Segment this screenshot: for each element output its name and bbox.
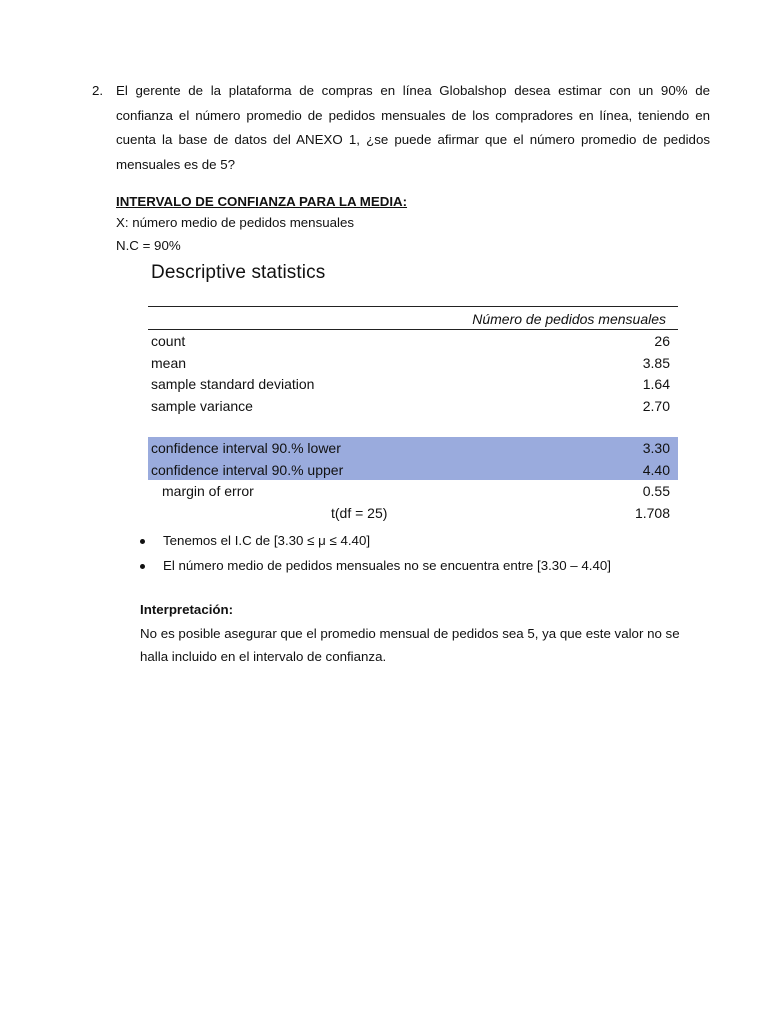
list-item xyxy=(137,531,611,556)
row-label: confidence interval 90.% lower xyxy=(151,440,341,456)
descriptive-stats-title: Descriptive statistics xyxy=(151,262,326,283)
row-value: 0.55 xyxy=(642,483,670,499)
interpretation-title: Interpretación: xyxy=(140,602,234,617)
margin-of-error-row xyxy=(148,480,678,502)
question-text: El gerente de la plataforma de compras en línea Globalshop desea estimar con un 90% de confianza el número promedio de pedidos mensuales de los compradores en línea, teniendo en cuenta la base de datos del ANEXO 1, ¿se puede afirmar que el número promedio de pedidos mensuales es de 5? xyxy=(116,83,710,172)
interpretation-text: No es posible asegurar que el promedio mensual de pedidos sea 5, ya que este valor no se halla incluido en el intervalo de confianza. xyxy=(140,626,680,664)
row-label: sample variance xyxy=(151,397,253,414)
row-label: confidence interval 90.% upper xyxy=(151,461,344,478)
row-label: margin of error xyxy=(162,483,254,499)
table-row xyxy=(148,352,678,374)
t-value-row xyxy=(148,502,678,524)
row-label: t(df = 25) xyxy=(331,504,388,521)
ci-lower-row xyxy=(148,437,678,459)
definition-variable: X: número medio de pedidos mensuales xyxy=(116,215,355,230)
question-number: 2. xyxy=(92,83,104,98)
row-value: 4.40 xyxy=(642,461,670,478)
ci-upper-row xyxy=(148,459,678,481)
row-value: 3.85 xyxy=(642,354,670,371)
table-row xyxy=(148,330,678,352)
bullet-text: Tenemos el I.C de [3.30 ≤ μ ≤ 4.40] xyxy=(163,533,371,548)
row-value: 1.64 xyxy=(642,376,670,392)
bullet-icon xyxy=(140,539,145,544)
row-value: 26 xyxy=(654,333,670,349)
row-label: mean xyxy=(151,354,187,371)
bullet-text: El número medio de pedidos mensuales no se encuentra entre [3.30 – 4.40] xyxy=(163,558,611,573)
descriptive-stats-table xyxy=(148,306,678,523)
row-label: count xyxy=(151,333,186,349)
row-value: 3.30 xyxy=(642,440,670,456)
bullet-list xyxy=(137,531,611,581)
table-row xyxy=(148,373,678,395)
table-row xyxy=(148,395,678,417)
section-title: INTERVALO DE CONFIANZA PARA LA MEDIA: xyxy=(116,194,408,209)
question-block xyxy=(92,79,710,177)
row-value: 2.70 xyxy=(642,397,670,414)
row-label: sample standard deviation xyxy=(151,376,315,392)
table-spacer xyxy=(148,416,678,437)
list-item xyxy=(137,556,611,581)
definition-confidence-level: N.C = 90% xyxy=(116,238,181,253)
row-value: 1.708 xyxy=(634,504,670,521)
column-header: Número de pedidos mensuales xyxy=(148,307,678,330)
bullet-icon xyxy=(140,564,145,569)
